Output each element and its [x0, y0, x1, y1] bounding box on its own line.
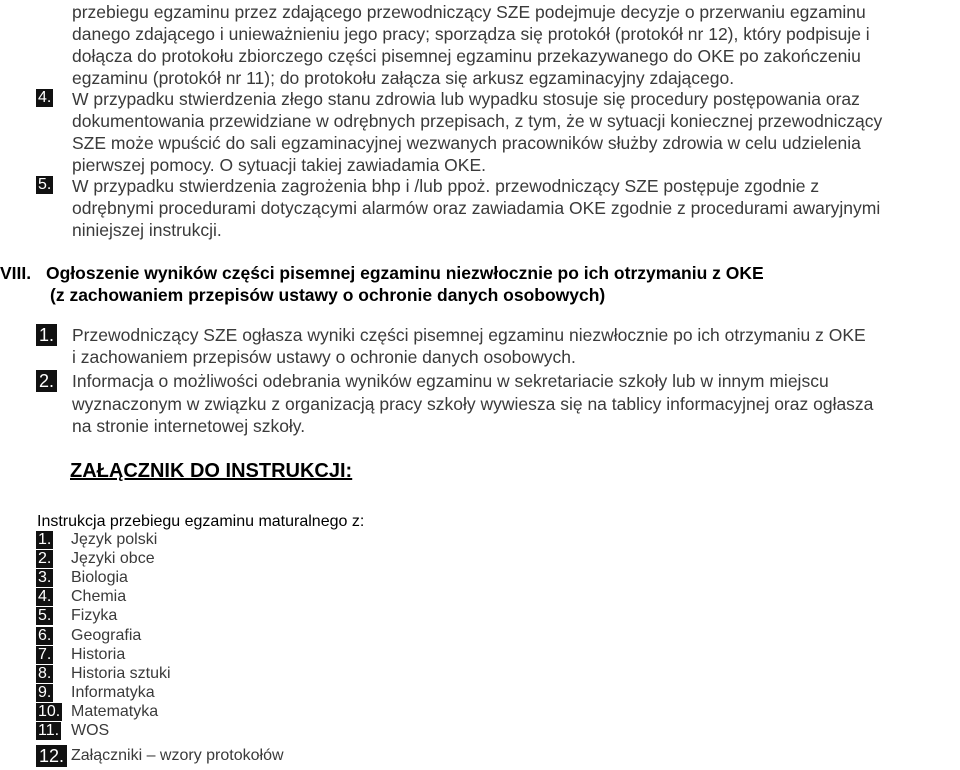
text-line: W przypadku stwierdzenia zagrożenia bhp i /lub ppoż. przewodniczący SZE postępuje zgodnie z [72, 176, 820, 196]
item-number: 4. [38, 89, 52, 106]
list-label: Historia [71, 646, 126, 663]
item-number: 2. [36, 370, 57, 392]
list-number: 8. [38, 665, 52, 682]
text-line: wyznaczonym w związku z organizacją pracy szkoły wywiesza się na tablicy informacyjnej oraz ogłasza [72, 394, 874, 414]
list-label: Fizyka [71, 607, 118, 624]
list-label: Języki obce [71, 550, 155, 567]
list-label: Informatyka [71, 684, 155, 701]
list-number: 5. [38, 607, 52, 624]
list-number: 11. [38, 722, 60, 739]
list-label: Chemia [71, 588, 127, 605]
section-title: Ogłoszenie wyników części pisemnej egzaminu niezwłocznie po ich otrzymaniu z OKE [46, 263, 764, 283]
list-label: Matematyka [71, 703, 159, 720]
list-number: 1. [38, 531, 52, 548]
list-label: Historia sztuki [71, 665, 171, 682]
list-label: Załączniki – wzory protokołów [71, 747, 284, 764]
item-number: 5. [38, 176, 52, 193]
text-line: dołącza do protokołu zbiorczego części pisemnej egzaminu przekazywanego do OKE po zakończeniu [72, 46, 861, 66]
list-number: 2. [38, 550, 52, 567]
item-number: 1. [36, 324, 57, 346]
text-line: Informacja o możliwości odebrania wyników egzaminu w sekretariacie szkoły lub w innym miejscu [72, 371, 829, 391]
list-number: 3. [38, 569, 52, 586]
section-number: VIII. [0, 263, 32, 283]
text-line: pierwszej pomocy. O sytuacji takiej zawiadamia OKE. [72, 155, 486, 175]
text-line: i zachowaniem przepisów ustawy o ochronie danych osobowych. [72, 347, 576, 367]
list-number: 6. [38, 627, 52, 644]
text-line: SZE może wpuścić do sali egzaminacyjnej wezwanych pracowników służby zdrowia w celu udzielenia [72, 133, 861, 153]
section-title: (z zachowaniem przepisów ustawy o ochronie danych osobowych) [50, 285, 606, 305]
list-number: 10. [38, 703, 61, 720]
list-number: 4. [38, 588, 52, 605]
list-label: Biologia [71, 569, 128, 586]
list-label: Geografia [71, 627, 142, 644]
text-line: danego zdającego i unieważnieniu jego pracy; sporządza się protokół (protokół nr 12), który podpisuje i [72, 24, 870, 44]
text-line: W przypadku stwierdzenia złego stanu zdrowia lub wypadku stosuje się procedury postępowania oraz [72, 89, 860, 109]
attachment-heading: ZAŁĄCZNIK DO INSTRUKCJI: [70, 460, 353, 482]
text-line: przebiegu egzaminu przez zdającego przewodniczący SZE podejmuje decyzje o przerwaniu egzaminu [72, 2, 866, 22]
text-line: na stronie internetowej szkoły. [72, 416, 306, 436]
list-number: 12. [36, 745, 67, 767]
text-line: Przewodniczący SZE ogłasza wyniki części pisemnej egzaminu niezwłocznie po ich otrzymaniu z OKE [72, 325, 866, 345]
text-line: dokumentowania przewidziane w odrębnych przepisach, z tym, że w sytuacji koniecznej przewodniczący [72, 111, 883, 131]
attachment-intro: Instrukcja przebiegu egzaminu maturalnego z: [37, 513, 365, 530]
text-line: egzaminu (protokół nr 11); do protokołu załącza się arkusz egzaminacyjny zdającego. [72, 68, 735, 88]
text-line: odrębnymi procedurami dotyczącymi alarmów oraz zawiadamia OKE zgodnie z procedurami awaryjnymi [72, 198, 881, 218]
list-number: 7. [38, 646, 52, 663]
list-number: 9. [38, 684, 52, 701]
list-label: Język polski [71, 531, 158, 548]
text-line: niniejszej instrukcji. [72, 220, 222, 240]
list-label: WOS [71, 722, 110, 739]
